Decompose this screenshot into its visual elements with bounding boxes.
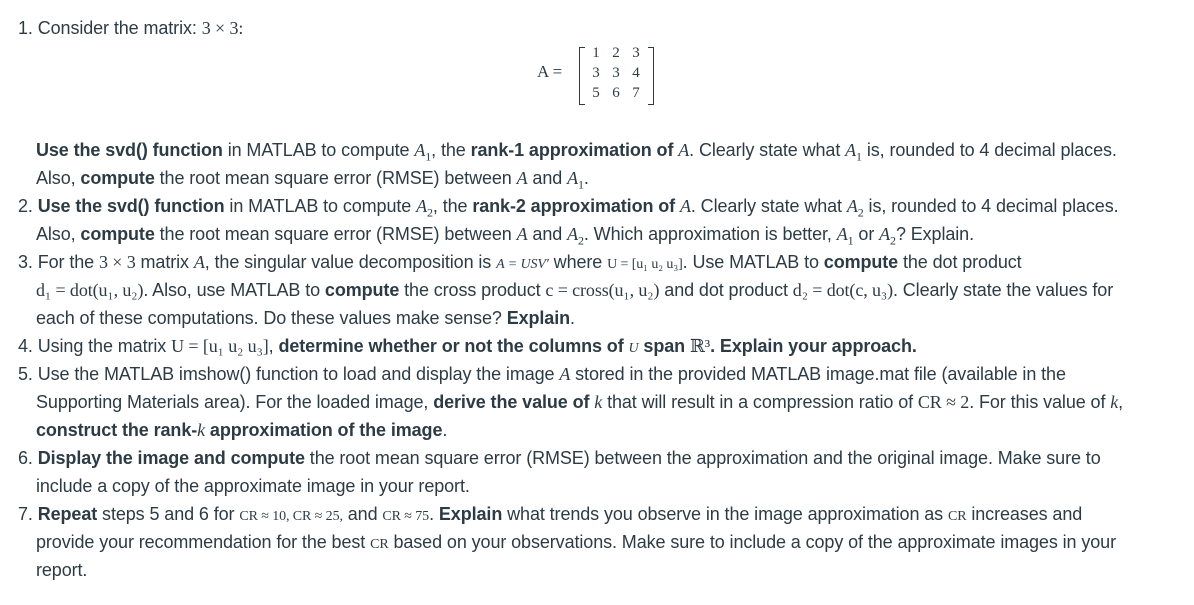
text: steps 5 and 6 for xyxy=(97,504,240,524)
math-var: k xyxy=(594,392,603,412)
question-number: 1. xyxy=(18,18,33,38)
matrix-cell: 3 xyxy=(612,65,620,81)
subscript: 1 xyxy=(425,149,432,164)
math-expr: CR xyxy=(370,537,389,552)
text: based on your observations. Make sure to include a copy of the approximate images in your xyxy=(388,532,1116,552)
text: the root mean square error (RMSE) between xyxy=(154,168,517,188)
item-number: 7. xyxy=(18,504,33,524)
math-expr: CR xyxy=(947,509,967,524)
bold-text: Explain xyxy=(506,308,571,328)
math-expr: ℝ³ xyxy=(689,336,711,356)
matrix-cell: 3 xyxy=(632,45,640,61)
item-2-line-2 xyxy=(36,220,974,248)
bold-text: determine whether or not the columns of xyxy=(278,336,629,356)
text: Also, xyxy=(36,168,81,188)
subscript: 2 xyxy=(890,233,896,248)
subscript: 2 xyxy=(857,205,864,220)
matrix-cell: 1 xyxy=(592,45,600,61)
math-var: A xyxy=(846,196,858,216)
text: , the xyxy=(432,196,473,216)
text: stored in the provided MATLAB image.mat file (available in the xyxy=(570,364,1066,384)
text: increases and xyxy=(966,504,1083,524)
text: Also, xyxy=(36,224,81,244)
subscript: 1 xyxy=(856,149,862,164)
text: is, rounded to 4 decimal places. xyxy=(863,196,1119,216)
bold-text: rank-1 approximation of xyxy=(470,140,679,160)
text: what trends you observe in the image approximation as xyxy=(502,504,948,524)
bold-text: Repeat xyxy=(37,504,98,524)
math-expr: CR ≈ 2 xyxy=(917,392,970,412)
bold-text: derive the value of xyxy=(433,392,595,412)
text: the dot product xyxy=(898,252,1022,272)
item-7-line-3 xyxy=(36,556,87,584)
math-var: A xyxy=(414,140,426,160)
text: . Clearly state the values for xyxy=(892,280,1114,300)
text: . xyxy=(442,420,448,440)
text: that will result in a compression ratio of xyxy=(602,392,918,412)
bold-text: compute xyxy=(823,252,899,272)
matrix-right-bracket xyxy=(648,47,654,105)
text: . Which approximation is better, xyxy=(583,224,837,244)
text: and dot product xyxy=(659,280,793,300)
item-number: 2. xyxy=(18,196,33,216)
text: ? Explain. xyxy=(895,224,974,244)
bold-text: compute xyxy=(324,280,400,300)
math-expr: d₂ = dot(c, u₃) xyxy=(792,280,893,300)
item-number: 3. xyxy=(18,252,33,272)
math-expr: c = cross(u₁, u₂) xyxy=(545,280,660,300)
text: in MATLAB to compute xyxy=(222,140,415,160)
text: matrix xyxy=(135,252,194,272)
item-number: 6. xyxy=(18,448,33,468)
text: . For this value of xyxy=(969,392,1111,412)
text: include a copy of the approximate image in your report. xyxy=(36,476,470,496)
question-1-header xyxy=(18,14,243,42)
text: , xyxy=(268,336,279,356)
bold-text: span xyxy=(638,336,690,356)
text: and xyxy=(342,504,383,524)
subscript: 1 xyxy=(847,233,854,248)
bold-text: construct the rank- xyxy=(36,420,198,440)
text: , the xyxy=(431,140,471,160)
math-var: A xyxy=(678,140,690,160)
item-3-line-3 xyxy=(36,304,575,332)
matrix-cell: 5 xyxy=(592,85,600,101)
math-var: A xyxy=(845,140,857,160)
subscript: 2 xyxy=(577,233,584,248)
math-expr: d₁ = dot(u₁, u₂) xyxy=(36,280,144,300)
math-var: A xyxy=(516,168,528,188)
math-expr: CR ≈ 10, CR ≈ 25, xyxy=(239,509,343,524)
math-expr: A = USV′ xyxy=(496,257,549,272)
item-4-line-1 xyxy=(18,332,917,363)
question-text: Consider the matrix: xyxy=(37,18,197,38)
text: or xyxy=(853,224,880,244)
bold-text: Use the svd() function xyxy=(37,196,225,216)
matrix-cell: 7 xyxy=(632,85,640,101)
text: For the xyxy=(37,252,99,272)
text: . xyxy=(583,168,589,188)
text: . xyxy=(429,504,439,524)
bold-text: approximation of the image xyxy=(205,420,443,440)
math-var: A xyxy=(836,224,848,244)
item-1-line-1 xyxy=(36,136,1117,164)
matrix-row xyxy=(586,85,650,102)
math-expr: 3 × 3 xyxy=(98,252,136,272)
math-var: k xyxy=(1110,392,1119,412)
text: . Use MATLAB to xyxy=(682,252,824,272)
math-var: U xyxy=(628,341,639,356)
item-7-line-2 xyxy=(36,528,1116,559)
bold-text: . Explain your approach. xyxy=(710,336,917,356)
text: . Clearly state what xyxy=(690,196,847,216)
math-expr: CR ≈ 75 xyxy=(382,509,430,524)
text: Use the MATLAB imshow() function to load and display the image xyxy=(37,364,560,384)
item-2-line-1 xyxy=(18,192,1119,220)
item-5-line-3 xyxy=(36,416,447,444)
item-number: 4. xyxy=(18,336,33,356)
matrix-cell: 3 xyxy=(592,65,600,81)
matrix-cell: 4 xyxy=(632,65,640,81)
matrix-left-bracket xyxy=(579,47,585,105)
matrix-label: A = xyxy=(537,62,563,81)
matrix-cell: 6 xyxy=(612,85,620,101)
text: the root mean square error (RMSE) between xyxy=(154,224,517,244)
text: . Clearly state what xyxy=(689,140,846,160)
math-expr: U = [u₁ u₂ u₃] xyxy=(171,336,269,356)
math-var: A xyxy=(879,224,891,244)
text: in MATLAB to compute xyxy=(224,196,417,216)
text: the cross product xyxy=(399,280,546,300)
text: and xyxy=(527,168,568,188)
text: the root mean square error (RMSE) between the approximation and the original image. Make sure to xyxy=(304,448,1101,468)
item-3-line-1 xyxy=(18,248,1022,279)
text: , xyxy=(1118,392,1124,412)
text: where xyxy=(548,252,608,272)
matrix-row xyxy=(586,45,650,62)
bold-text: rank-2 approximation of xyxy=(472,196,680,216)
bold-text: Explain xyxy=(438,504,503,524)
subscript: 1 xyxy=(577,177,584,192)
text: report. xyxy=(36,560,88,580)
text: . xyxy=(570,308,575,328)
math-var: A xyxy=(516,224,528,244)
math-var: A xyxy=(559,364,571,384)
item-6-line-1 xyxy=(18,444,1101,472)
bold-text: compute xyxy=(80,224,155,244)
math-var: k xyxy=(197,420,206,440)
bold-text: Use the svd() function xyxy=(36,140,223,160)
text: Supporting Materials area). For the loaded image, xyxy=(36,392,434,412)
math-expr: U = [u₁ u₂ u₃] xyxy=(607,257,683,272)
item-number: 5. xyxy=(18,364,33,384)
matrix-dimensions: 3 × 3: xyxy=(201,18,244,38)
text: each of these computations. Do these values make sense? xyxy=(36,308,507,328)
item-5-line-2 xyxy=(36,388,1123,416)
subscript: 2 xyxy=(426,205,433,220)
item-6-line-2 xyxy=(36,472,470,500)
text: provide your recommendation for the best xyxy=(36,532,371,552)
matrix-row xyxy=(586,65,650,82)
math-var: A xyxy=(679,196,691,216)
math-var: A xyxy=(416,196,427,216)
text: , the singular value decomposition is xyxy=(204,252,497,272)
math-var: A xyxy=(567,168,578,188)
text: and xyxy=(527,224,568,244)
math-var: A xyxy=(193,252,205,272)
matrix-a xyxy=(576,45,656,105)
item-5-line-1 xyxy=(18,360,1066,388)
item-1-line-2 xyxy=(36,164,589,192)
matrix-cell: 2 xyxy=(612,45,620,61)
text: . Also, use MATLAB to xyxy=(143,280,325,300)
item-7-line-1 xyxy=(18,500,1082,531)
item-3-line-2 xyxy=(36,276,1113,304)
bold-text: compute xyxy=(80,168,155,188)
text: Using the matrix xyxy=(37,336,172,356)
text: is, rounded to 4 decimal places. xyxy=(861,140,1117,160)
math-var: A xyxy=(567,224,578,244)
bold-text: Display the image and compute xyxy=(37,448,305,468)
